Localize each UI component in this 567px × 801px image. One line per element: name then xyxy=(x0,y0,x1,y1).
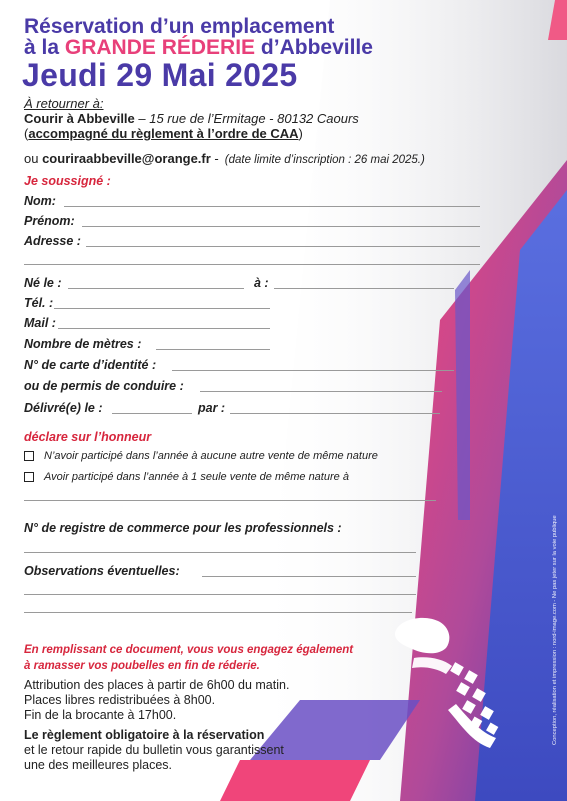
title-highlight: GRANDE RÉDERIE xyxy=(64,36,256,59)
birthplace-label: à : xyxy=(254,276,269,290)
closing-bold-text: Le règlement obligatoire à la réservation xyxy=(24,728,265,742)
org-address: – 15 rue de l’Ermitage - 80132 Caours xyxy=(134,111,359,126)
org-name: Courir à Abbeville xyxy=(24,111,135,126)
observations-line-2[interactable] xyxy=(24,594,416,595)
title-line-1: Réservation d’un emplacement xyxy=(24,15,335,38)
closing-line-2: et le retour rapide du bulletin vous garantissent xyxy=(24,743,284,757)
prenom-line[interactable] xyxy=(82,226,480,227)
closing-line-3: une des meilleures places. xyxy=(24,758,172,772)
registre-line[interactable] xyxy=(24,552,416,553)
notice-line-2: à ramasser vos poubelles en fin de réderie. xyxy=(24,660,260,672)
shoe-print-icon xyxy=(392,614,514,750)
mail-label: Mail : xyxy=(24,316,56,330)
payment-note-text: accompagné du règlement à l’ordre de CAA xyxy=(28,126,299,141)
credits-text: Conception, réalisation et impression : nord-image.com - Ne pas jeter sur la voie publique xyxy=(552,515,558,745)
option2-line[interactable] xyxy=(24,500,436,501)
return-address xyxy=(24,111,359,126)
tel-line[interactable] xyxy=(54,308,270,309)
registre-label: N° de registre de commerce pour les professionnels : xyxy=(24,521,342,535)
metres-label: Nombre de mètres : xyxy=(24,337,142,351)
closing-bold xyxy=(24,728,264,743)
birthdate-label: Né le : xyxy=(24,276,62,290)
tel-label: Tél. : xyxy=(24,296,54,310)
adresse-line-2[interactable] xyxy=(24,264,480,265)
option1-checkbox[interactable] xyxy=(24,451,34,461)
paren-close: ) xyxy=(298,126,303,141)
event-date: Jeudi 29 Mai 2025 xyxy=(22,57,298,93)
email-prefix: ou xyxy=(24,151,43,166)
license-label: ou de permis de conduire : xyxy=(24,379,184,393)
observations-label: Observations éventuelles: xyxy=(24,564,180,578)
deadline-note: (date limite d’inscription : 26 mai 2025.) xyxy=(224,154,425,166)
paren-open: ( xyxy=(24,126,29,141)
form-heading: Je soussigné : xyxy=(24,174,111,188)
metres-line[interactable] xyxy=(156,349,270,350)
title-line-2 xyxy=(24,37,373,59)
notice-line-1: En remplissant ce document, vous vous engagez également xyxy=(24,644,354,656)
adresse-line[interactable] xyxy=(86,246,480,247)
issued-on-line[interactable] xyxy=(112,413,192,414)
title-suffix: d’Abbeville xyxy=(255,36,373,59)
email-address[interactable]: couriraabbeville@orange.fr xyxy=(42,151,211,166)
id-card-label: N° de carte d’identité : xyxy=(24,358,157,372)
email-line xyxy=(24,151,425,168)
nom-label: Nom: xyxy=(24,194,56,208)
id-card-line[interactable] xyxy=(172,370,454,371)
license-line[interactable] xyxy=(200,391,442,392)
return-label: À retourner à: xyxy=(24,96,104,111)
schedule-line-3: Fin de la brocante à 17h00. xyxy=(24,708,177,722)
mail-line[interactable] xyxy=(58,328,270,329)
birthplace-line[interactable] xyxy=(274,288,454,289)
schedule-line-1: Attribution des places à partir de 6h00 du matin. xyxy=(24,678,290,692)
observations-line-1[interactable] xyxy=(202,576,416,577)
option1-label: N’avoir participé dans l’année à aucune autre vente de même nature xyxy=(44,450,378,462)
declaration-heading: déclare sur l’honneur xyxy=(24,430,152,444)
observations-line-3[interactable] xyxy=(24,612,412,613)
payment-note xyxy=(24,126,303,141)
adresse-label: Adresse : xyxy=(24,234,81,248)
title-prefix: à la xyxy=(24,36,65,59)
email-separator: - xyxy=(210,151,219,166)
option2-label: Avoir participé dans l’année à 1 seule vente de même nature à xyxy=(44,471,349,483)
prenom-label: Prénom: xyxy=(24,214,75,228)
issued-by-line[interactable] xyxy=(230,413,440,414)
nom-line[interactable] xyxy=(64,206,480,207)
birthdate-line[interactable] xyxy=(68,288,244,289)
option2-checkbox[interactable] xyxy=(24,472,34,482)
issued-by-label: par : xyxy=(198,401,226,415)
issued-on-label: Délivré(e) le : xyxy=(24,401,103,415)
schedule-line-2: Places libres redistribuées à 8h00. xyxy=(24,693,216,707)
